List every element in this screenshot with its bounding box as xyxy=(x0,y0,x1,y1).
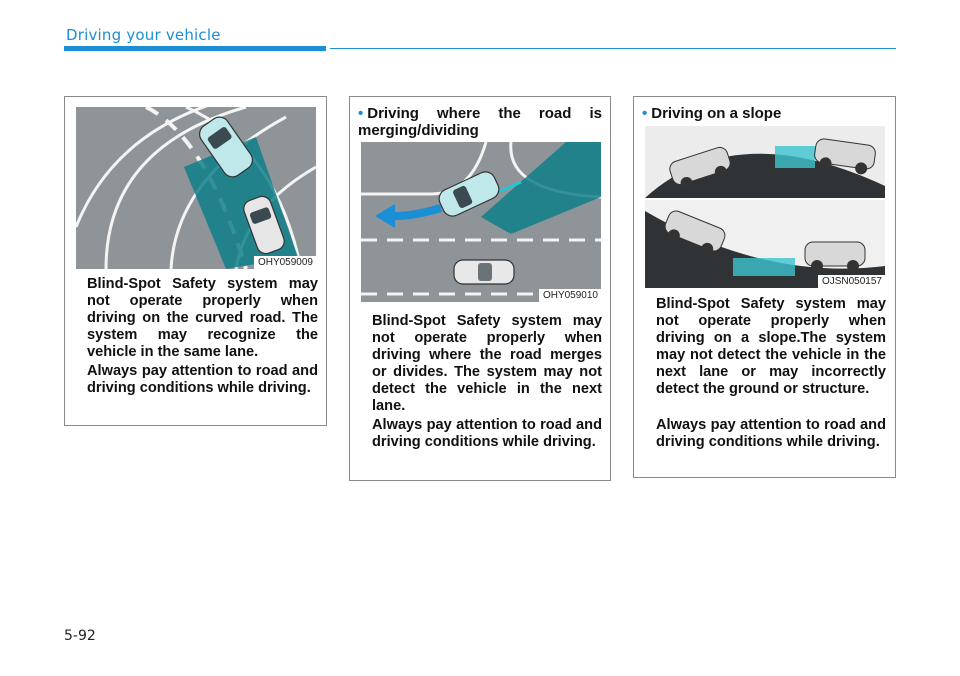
figure-code: OHY059009 xyxy=(254,256,316,269)
merge-road-figure xyxy=(361,142,601,302)
bullet-dot: • xyxy=(642,105,648,122)
curved-road-illustration xyxy=(76,107,316,269)
panel-paragraph: Blind-Spot Safety system may not operate properly when driving on a slope.The system may not detect the vehicle in the next lane or may incorrectly detect the ground or structure. xyxy=(656,296,886,397)
page-number: 5-92 xyxy=(64,628,96,644)
section-title: Driving your vehicle xyxy=(66,26,221,44)
panel-paragraph: Always pay attention to road and driving conditions while driving. xyxy=(372,417,602,450)
slope-illustration xyxy=(645,126,885,288)
panel-curved-road xyxy=(64,96,327,426)
header-rule-thick xyxy=(64,46,326,51)
bullet-title-text: Driving where the road is merging/dividing xyxy=(358,105,602,139)
bullet-dot: • xyxy=(358,105,364,122)
figure-code: OJSN050157 xyxy=(818,275,885,288)
bullet-title-text: Driving on a slope xyxy=(651,105,782,122)
curved-road-figure xyxy=(76,107,316,269)
bullet-title xyxy=(642,105,886,122)
panel-paragraph: Blind-Spot Safety system may not operate properly when driving on the curved road. The system may recognize the vehicle in the same lane. xyxy=(87,276,318,360)
panel-merging-dividing xyxy=(349,96,611,481)
bullet-title xyxy=(358,105,602,139)
merge-road-illustration xyxy=(361,142,601,302)
panel-slope xyxy=(633,96,896,478)
panel-paragraph: Blind-Spot Safety system may not operate properly when driving where the road merges or divides. The system may not detect the vehicle in the next lane. xyxy=(372,313,602,414)
slope-figure xyxy=(645,126,885,288)
panel-paragraph: Always pay attention to road and driving conditions while driving. xyxy=(87,363,318,396)
figure-code: OHY059010 xyxy=(539,289,601,302)
panel-paragraph: Always pay attention to road and driving conditions while driving. xyxy=(656,417,886,450)
header-rule-thin xyxy=(330,48,896,49)
